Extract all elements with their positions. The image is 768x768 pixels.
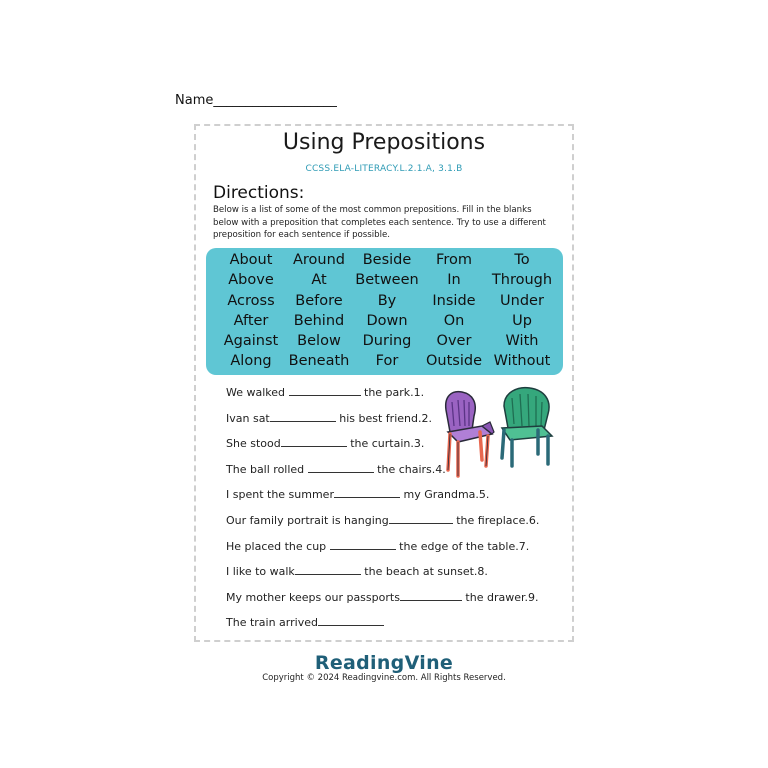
word-bank-word: On	[443, 312, 465, 329]
word-bank-word: Across	[227, 292, 275, 309]
answer-blank[interactable]	[318, 613, 384, 626]
sentence-text-after: the beach at sunset.8.	[360, 565, 488, 579]
sentence-text-after: my Grandma.5.	[399, 488, 490, 502]
sentence-text-before: The ball rolled	[226, 462, 308, 476]
sentence-text-after: his best friend.2.	[335, 411, 432, 425]
word-bank-word: At	[311, 272, 327, 289]
answer-blank[interactable]	[334, 485, 400, 498]
sentence-text-after: the park.1.	[360, 386, 425, 399]
standard-code: CCSS.ELA-LITERACY.L.2.1.A, 3.1.B	[305, 164, 463, 174]
directions-heading: Directions:	[213, 183, 305, 203]
answer-blank[interactable]	[330, 537, 396, 550]
answer-blank[interactable]	[308, 460, 374, 473]
sentence-7	[226, 537, 556, 563]
word-bank-word: Down	[366, 312, 408, 329]
purple-chair	[446, 392, 494, 476]
word-bank-word: Against	[223, 333, 279, 350]
sentence-6	[226, 511, 556, 537]
brand-logo: ReadingVine	[314, 652, 454, 674]
word-bank-word: By	[377, 292, 397, 309]
word-bank-word: To	[514, 252, 530, 268]
directions-text: Below is a list of some of the most common prepositions. Fill in the blanks below with a preposition that completes each sentence. Try to use a different preposition for each sentence if possible.	[213, 205, 546, 240]
word-bank-word: During	[362, 333, 412, 350]
name-line: Name___________________	[175, 93, 337, 108]
sentence-text-before: My mother keeps our passports	[226, 590, 400, 604]
sentence-text-after: the edge of the table.7.	[395, 539, 530, 553]
sentence-text-before: He placed the cup	[226, 539, 330, 553]
sentence-text-after: the drawer.9.	[461, 590, 539, 604]
sentence-text-before: We walked	[226, 386, 289, 399]
sentence-text-before: She stood	[226, 437, 281, 451]
copyright-text: Copyright © 2024 Readingvine.com. All Rights Reserved.	[262, 673, 506, 683]
sentence-text-before: I spent the summer	[226, 488, 334, 502]
sentence-text-after: the curtain.3.	[346, 437, 425, 451]
page-title: Using Prepositions	[282, 130, 486, 155]
word-bank-word: Below	[297, 333, 341, 350]
word-bank-word: Through	[491, 272, 553, 289]
answer-blank[interactable]	[270, 409, 336, 422]
sentence-text-before: Our family portrait is hanging	[226, 513, 389, 527]
word-bank-word: For	[375, 353, 399, 370]
answer-blank[interactable]	[295, 562, 361, 575]
sentence-8	[226, 562, 556, 588]
sentence-text-after: the fireplace.6.	[452, 513, 540, 527]
word-bank-word: From	[436, 252, 472, 268]
sentence-text-before: I like to walk	[226, 565, 295, 579]
word-bank-word: In	[447, 272, 461, 289]
word-bank-word: With	[505, 333, 539, 350]
chairs-icon	[438, 386, 556, 486]
sentence-text-before: The train arrived	[226, 616, 318, 630]
word-bank-word: Over	[436, 333, 472, 350]
word-bank-word: Under	[500, 292, 544, 309]
word-bank-word: Beneath	[288, 353, 350, 370]
word-bank-word: Inside	[432, 292, 476, 309]
answer-blank[interactable]	[389, 511, 453, 524]
word-bank-word: Above	[228, 272, 274, 289]
word-bank-word: Beside	[362, 252, 412, 268]
sentence-10	[226, 613, 556, 639]
word-bank-word: Around	[292, 252, 346, 268]
word-bank-word: Without	[493, 353, 551, 370]
sentence-5	[226, 485, 556, 511]
answer-blank[interactable]	[400, 588, 462, 601]
word-bank-grid	[217, 250, 557, 372]
word-bank-word: Outside	[426, 353, 482, 370]
sentence-text-after: the chairs.4.	[373, 462, 446, 476]
answer-blank[interactable]	[289, 383, 361, 396]
word-bank-word: Up	[512, 312, 532, 329]
word-bank-word: After	[233, 312, 269, 329]
word-bank-word: Before	[295, 292, 343, 309]
green-chair	[502, 388, 552, 466]
word-bank-word: Behind	[293, 312, 345, 329]
answer-blank[interactable]	[281, 434, 347, 447]
word-bank-word: Along	[230, 353, 272, 370]
word-bank-word: About	[229, 252, 273, 268]
sentence-9	[226, 588, 556, 614]
word-bank-word: Between	[355, 272, 419, 289]
sentence-text-before: Ivan sat	[226, 411, 270, 425]
